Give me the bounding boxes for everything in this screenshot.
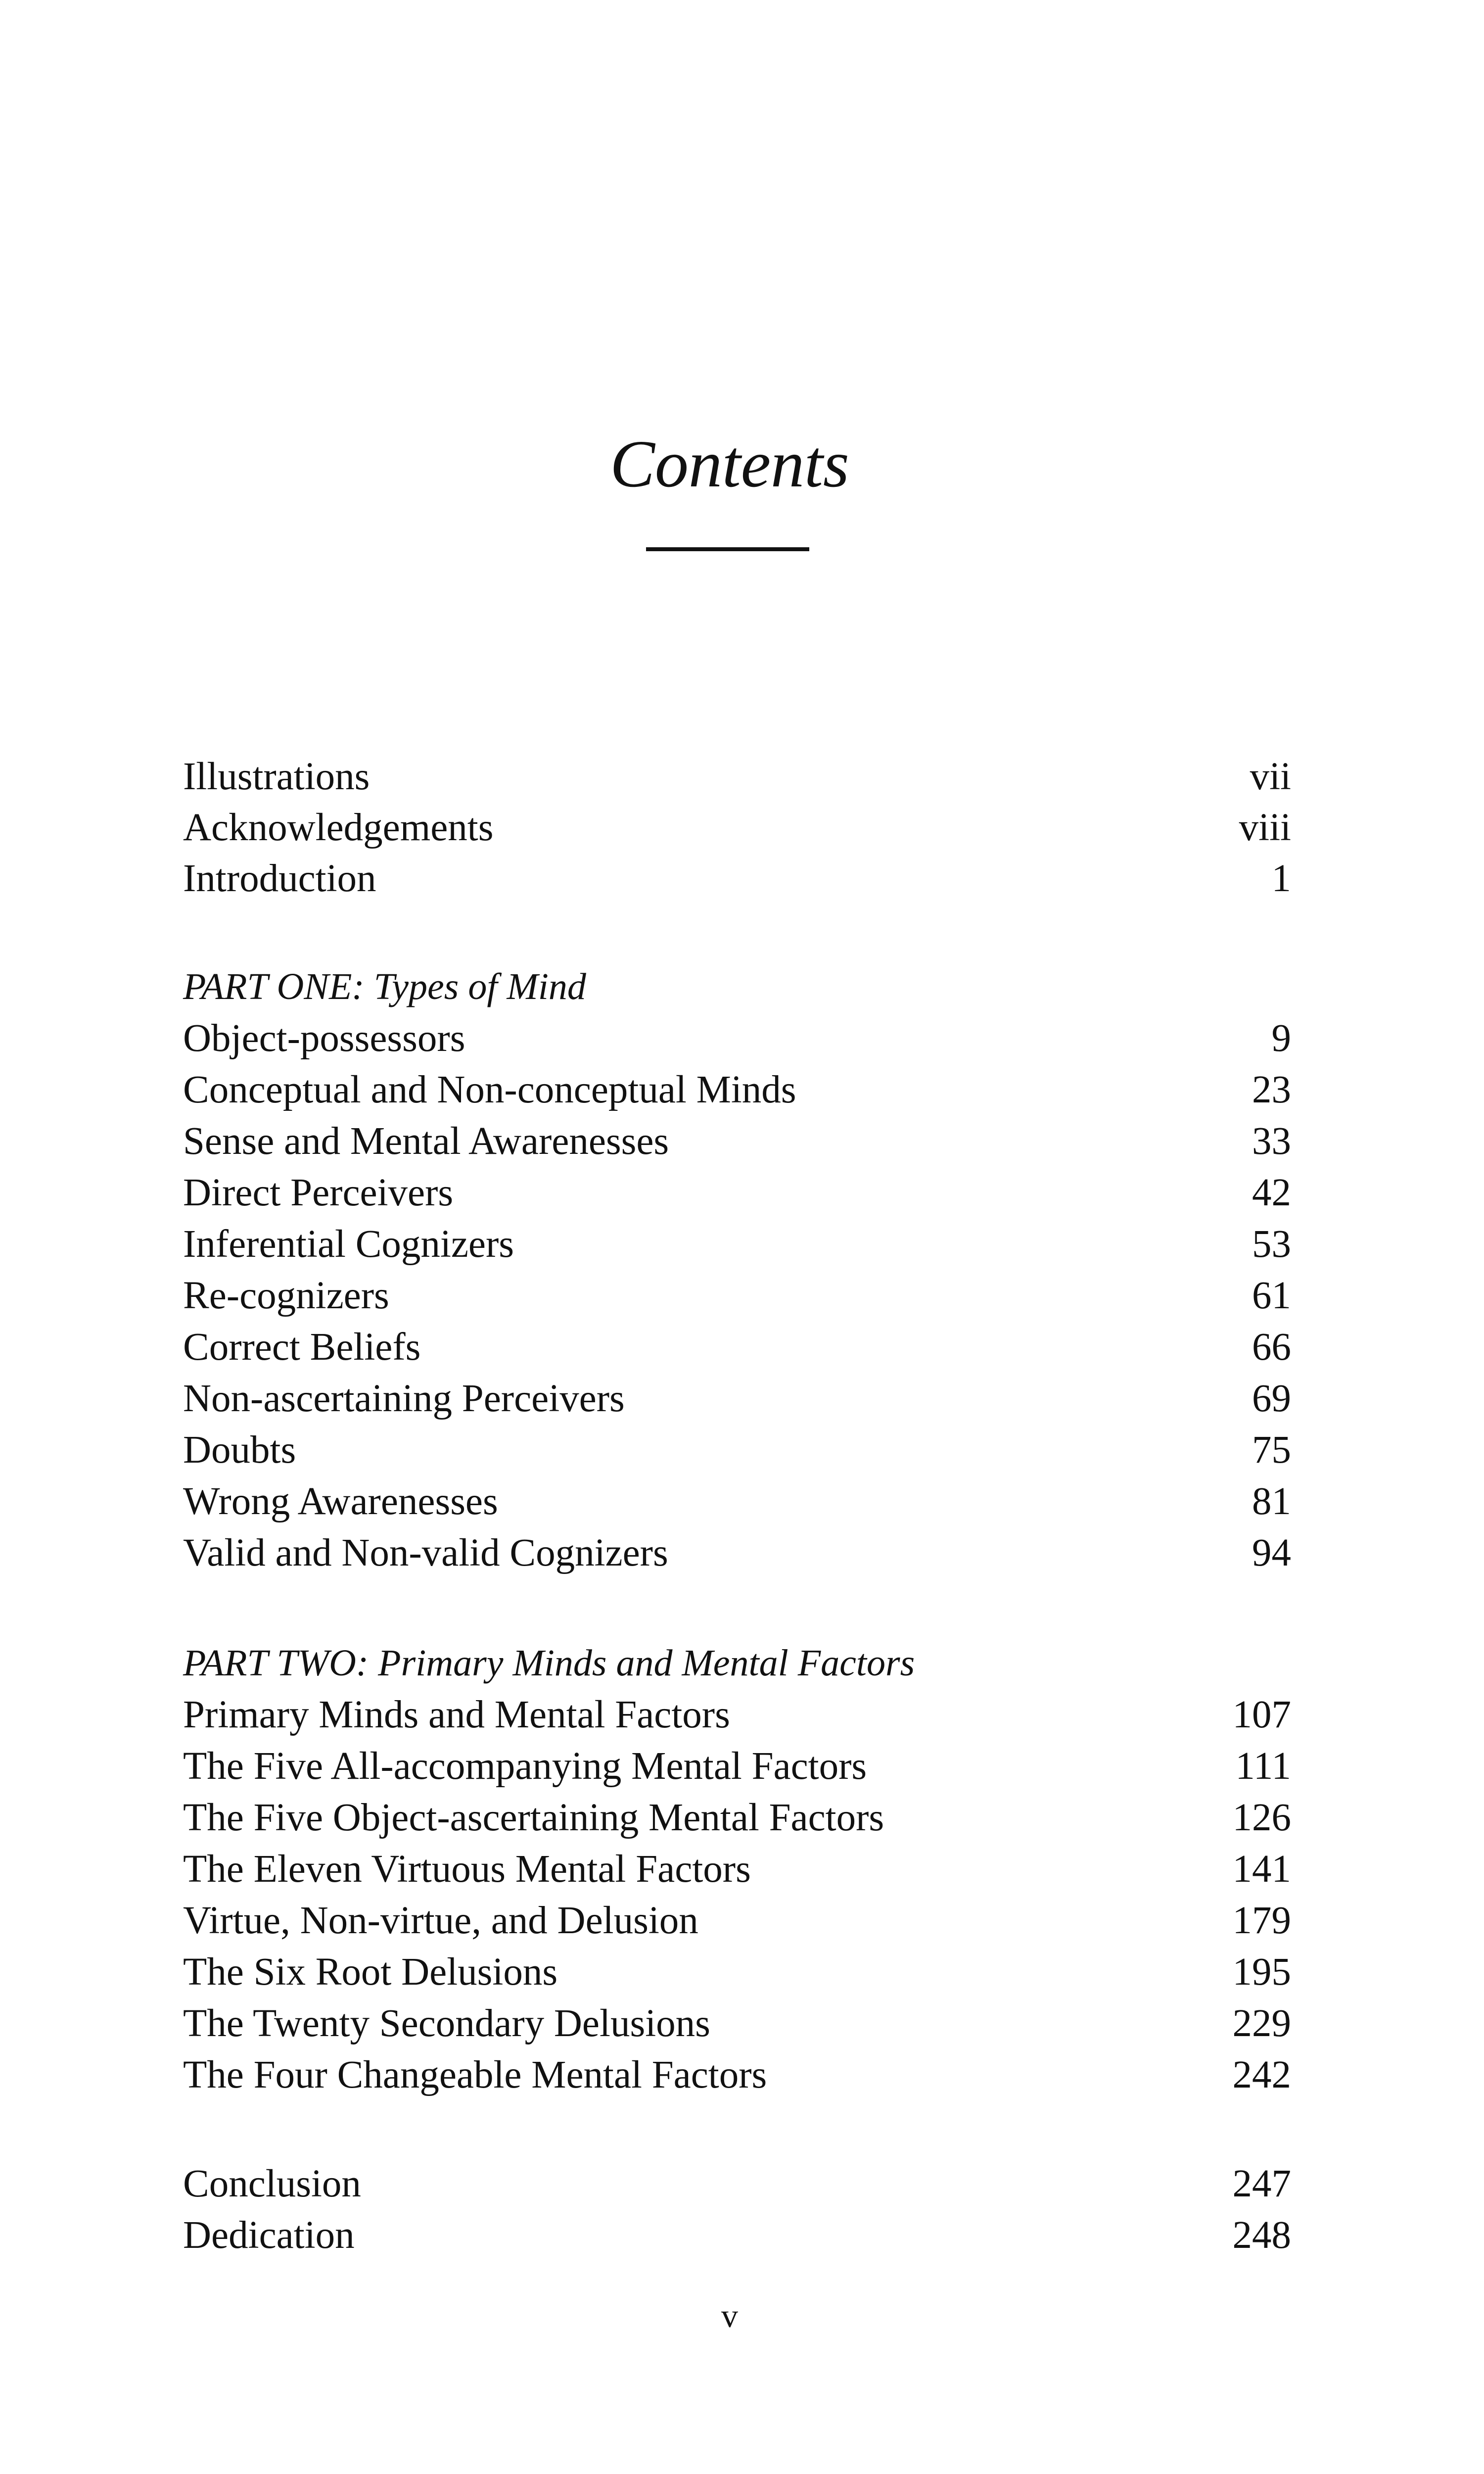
- toc-entry-page: 229: [1232, 2002, 1291, 2045]
- toc-entry[interactable]: [183, 1117, 1291, 1166]
- toc-entry[interactable]: [183, 1065, 1291, 1115]
- toc-entry[interactable]: [183, 1014, 1291, 1063]
- toc-entry[interactable]: [183, 1742, 1291, 1791]
- toc-entry-label: The Twenty Secondary Delusions: [183, 2002, 710, 2045]
- toc-entry-page: 81: [1252, 1480, 1291, 1523]
- toc-entry-page: 75: [1252, 1428, 1291, 1472]
- toc-entry[interactable]: [183, 1374, 1291, 1424]
- toc-entry[interactable]: [183, 1528, 1291, 1578]
- toc-entry-label: Virtue, Non-virtue, and Delusion: [183, 1899, 698, 1942]
- page-number: v: [721, 2297, 738, 2334]
- toc-entry[interactable]: [183, 1271, 1291, 1321]
- toc-entry-page: 9: [1271, 1017, 1291, 1060]
- toc-entry-page: vii: [1250, 755, 1291, 798]
- toc-entry-label: Sense and Mental Awarenesses: [183, 1120, 669, 1163]
- toc-entry-page: 42: [1252, 1171, 1291, 1214]
- toc-entry[interactable]: [183, 1426, 1291, 1475]
- toc-entry-label: Doubts: [183, 1428, 296, 1472]
- toc-entry-acknowledgements[interactable]: [183, 803, 1291, 853]
- part-one-heading: PART ONE: Types of Mind: [183, 966, 586, 1007]
- toc-entry-label: Wrong Awarenesses: [183, 1480, 498, 1523]
- toc-entry-label: Object-possessors: [183, 1017, 465, 1060]
- toc-entry-label: Correct Beliefs: [183, 1326, 421, 1369]
- toc-entry-dedication[interactable]: [183, 2211, 1291, 2260]
- toc-entry-page: 66: [1252, 1326, 1291, 1369]
- toc-entry[interactable]: [183, 1168, 1291, 1218]
- toc-entry-label: Conclusion: [183, 2162, 361, 2205]
- toc-entry-page: 247: [1232, 2162, 1291, 2205]
- toc-entry-page: 111: [1235, 1745, 1291, 1788]
- toc-entry-label: Non-ascertaining Perceivers: [183, 1377, 625, 1420]
- toc-entry-label: Illustrations: [183, 755, 370, 798]
- part-two-heading: PART TWO: Primary Minds and Mental Factors: [183, 1642, 915, 1684]
- page-title: Contents: [610, 427, 849, 501]
- toc-entry-introduction[interactable]: [183, 854, 1291, 904]
- toc-entry-conclusion[interactable]: [183, 2159, 1291, 2209]
- toc-entry-label: Primary Minds and Mental Factors: [183, 1693, 730, 1736]
- toc-entry[interactable]: [183, 2050, 1291, 2100]
- toc-entry[interactable]: [183, 1999, 1291, 2048]
- toc-entry[interactable]: [183, 1948, 1291, 1997]
- toc-entry-label: Introduction: [183, 857, 376, 900]
- toc-entry-label: The Eleven Virtuous Mental Factors: [183, 1848, 751, 1891]
- toc-entry[interactable]: [183, 1690, 1291, 1740]
- toc-entry-page: 53: [1252, 1223, 1291, 1266]
- toc-entry-page: 61: [1252, 1274, 1291, 1317]
- toc-entry-page: 195: [1232, 1951, 1291, 1994]
- toc-entry-page: 126: [1232, 1796, 1291, 1839]
- toc-entry-page: viii: [1239, 806, 1291, 849]
- table-of-contents: [183, 0, 1291, 2474]
- toc-entry-label: The Six Root Delusions: [183, 1951, 558, 1994]
- toc-entry[interactable]: [183, 1845, 1291, 1894]
- toc-entry[interactable]: [183, 1323, 1291, 1372]
- toc-entry-page: 141: [1232, 1848, 1291, 1891]
- toc-entry-page: 1: [1271, 857, 1291, 900]
- toc-entry-label: The Four Changeable Mental Factors: [183, 2053, 767, 2096]
- toc-entry[interactable]: [183, 1896, 1291, 1946]
- toc-entry-page: 179: [1232, 1899, 1291, 1942]
- toc-entry-page: 69: [1252, 1377, 1291, 1420]
- toc-entry-label: Re-cognizers: [183, 1274, 389, 1317]
- toc-entry-page: 107: [1232, 1693, 1291, 1736]
- toc-entry-label: Inferential Cognizers: [183, 1223, 514, 1266]
- toc-entry-illustrations[interactable]: [183, 752, 1291, 802]
- toc-entry-label: The Five Object-ascertaining Mental Factors: [183, 1796, 884, 1839]
- toc-entry-label: The Five All-accompanying Mental Factors: [183, 1745, 867, 1788]
- toc-entry-page: 248: [1232, 2214, 1291, 2257]
- toc-entry-label: Valid and Non-valid Cognizers: [183, 1531, 668, 1574]
- toc-entry-label: Acknowledgements: [183, 806, 494, 849]
- toc-entry-page: 33: [1252, 1120, 1291, 1163]
- toc-entry-page: 94: [1252, 1531, 1291, 1574]
- toc-entry[interactable]: [183, 1793, 1291, 1843]
- toc-entry-page: 242: [1232, 2053, 1291, 2096]
- toc-entry[interactable]: [183, 1220, 1291, 1269]
- toc-entry-page: 23: [1252, 1068, 1291, 1111]
- toc-entry-label: Conceptual and Non-conceptual Minds: [183, 1068, 796, 1111]
- toc-entry-label: Dedication: [183, 2214, 355, 2257]
- toc-entry[interactable]: [183, 1477, 1291, 1526]
- toc-entry-label: Direct Perceivers: [183, 1171, 454, 1214]
